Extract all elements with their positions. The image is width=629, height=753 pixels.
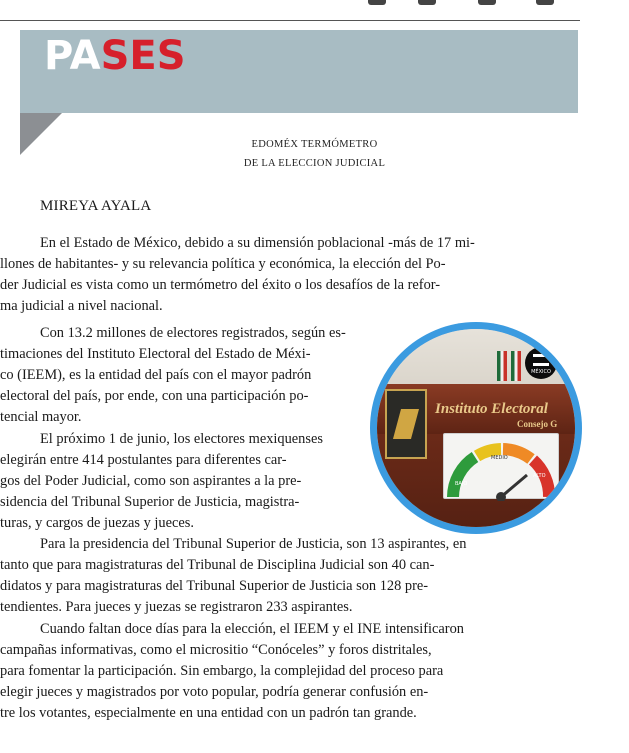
flag-icon xyxy=(497,351,507,381)
body-line: electoral del país, por ende, con una participación po- xyxy=(0,388,309,404)
desk-inscription-sub: Consejo G xyxy=(517,419,558,429)
body-line: Con 13.2 millones de electores registrados, según es- xyxy=(40,325,346,341)
gauge-label-high: ALTO xyxy=(533,473,546,479)
desk-inscription: Instituto Electoral xyxy=(435,401,548,417)
kicker-line-2: DE LA ELECCION JUDICIAL xyxy=(243,158,386,169)
gauge-label-low: BAJO xyxy=(455,481,468,487)
body-line: para fomentar la participación. Sin embargo, la complejidad del proceso para xyxy=(0,663,444,679)
body-line: Cuando faltan doce días para la elección, el IEEM y el INE intensificaron xyxy=(40,621,464,637)
body-line: tre los votantes, especialmente en una entidad con un padrón tan grande. xyxy=(0,705,417,721)
body-line: El próximo 1 de junio, los electores mexiquenses xyxy=(40,431,323,447)
article-photo xyxy=(370,322,582,534)
kicker-line-1: EDOMÉX TERMÓMETRO xyxy=(251,139,378,150)
media-logo-icon xyxy=(525,347,557,379)
section-banner xyxy=(20,30,578,113)
body-line: der Judicial es vista como un termómetro del éxito o los desafíos de la refor- xyxy=(0,277,441,293)
byline: MIREYA AYALA xyxy=(40,198,152,214)
body-line: elegirán entre 414 postulantes para diferentes car- xyxy=(0,452,287,468)
gauge-icon xyxy=(441,441,561,501)
emblem-icon xyxy=(385,389,427,459)
body-line: sidencia del Tribunal Superior de Justicia, magistra- xyxy=(0,494,300,510)
header-decoration xyxy=(300,0,580,6)
body-line: En el Estado de México, debido a su dimensión poblacional -más de 17 mi- xyxy=(40,235,475,251)
body-line: ma judicial a nivel nacional. xyxy=(0,298,163,314)
logo-text: MÉXICO xyxy=(531,369,551,375)
body-line: campañas informativas, como el micrositio “Conóceles” y foros distritales, xyxy=(0,642,432,658)
body-line: turas, y cargos de juezas y jueces. xyxy=(0,515,194,531)
gauge-label-mid: MEDIO xyxy=(491,455,508,461)
body-line: tanto que para magistraturas del Tribunal de Disciplina Judicial son 40 can- xyxy=(0,557,435,573)
body-line: Para la presidencia del Tribunal Superior de Justicia, son 13 aspirantes, en xyxy=(40,536,467,552)
header-rule xyxy=(0,20,580,21)
section-title-part-2: SES xyxy=(100,33,186,79)
photo-image xyxy=(377,329,575,527)
body-line: co (IEEM), es la entidad del país con el mayor padrón xyxy=(0,367,312,383)
body-line: tendientes. Para jueces y juezas se registraron 233 aspirantes. xyxy=(0,599,353,615)
section-title-part-1: PA xyxy=(44,33,101,79)
section-title xyxy=(44,33,186,79)
body-line: timaciones del Instituto Electoral del Estado de Méxi- xyxy=(0,346,311,362)
body-line: didatos y para magistraturas del Tribunal Superior de Justicia son 128 pre- xyxy=(0,578,429,594)
body-line: llones de habitantes- y su relevancia política y económica, la elección del Po- xyxy=(0,256,446,272)
flag-icon xyxy=(511,351,521,381)
body-line: elegir jueces y magistrados por voto popular, podría generar confusión en- xyxy=(0,684,429,700)
body-line: tencial mayor. xyxy=(0,409,82,425)
body-line: gos del Poder Judicial, como son aspirantes a la pre- xyxy=(0,473,302,489)
